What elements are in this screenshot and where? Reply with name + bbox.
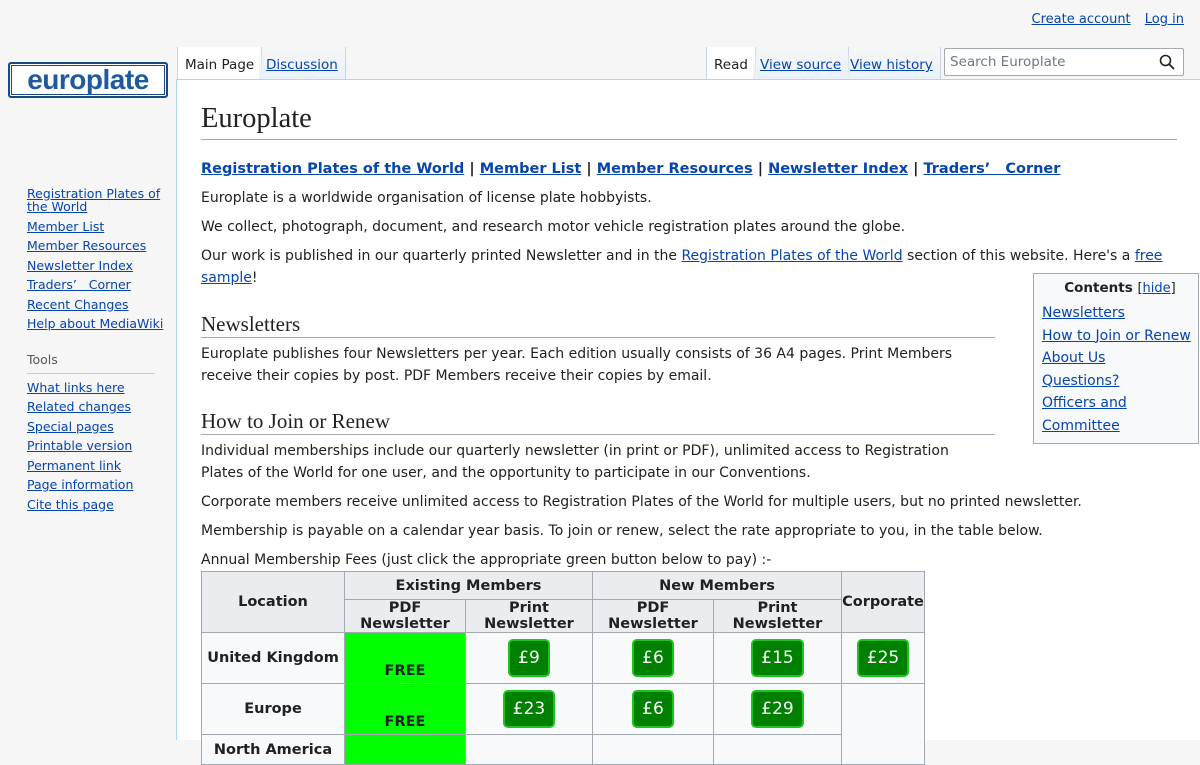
sidebar-item-registration-plates[interactable]: Registration Plates of the World [27, 186, 161, 214]
tab-read[interactable] [706, 47, 756, 79]
search-box [944, 48, 1184, 76]
topnav-separator: | [469, 161, 475, 177]
empty-cell [714, 735, 842, 765]
toc-item-about-us[interactable]: About Us [1042, 350, 1106, 366]
tools-heading: Tools [27, 350, 155, 374]
pay-button[interactable]: £25 [857, 639, 909, 677]
toc-item-questions[interactable]: Questions? [1042, 372, 1120, 389]
toc-item-officers[interactable]: Officers and Committee [1042, 395, 1127, 434]
table-row [202, 684, 925, 735]
tab-view-history-label[interactable]: View history [850, 57, 933, 73]
tool-related-changes[interactable]: Related changes [27, 399, 131, 414]
row-location: North America [202, 735, 345, 765]
page-title: Europlate [201, 80, 1177, 140]
free-cell [345, 735, 466, 765]
tab-read-label: Read [714, 57, 748, 73]
sidebar-item-member-list[interactable]: Member List [27, 218, 105, 234]
topnav-member-resources[interactable]: Member Resources [596, 161, 753, 177]
pay-button[interactable]: £15 [751, 639, 803, 677]
join-paragraph-1: Individual memberships include our quarterly newsletter (in print or PDF), unlimited access to Registration Plates of the World for one user, and the opportunity to participate in our Conventions. [201, 443, 949, 481]
pay-button[interactable]: £6 [632, 690, 674, 728]
toc-title-label: Contents [1064, 280, 1133, 296]
sidebar-item-traders-corner[interactable]: Traders’ Corner [27, 277, 131, 292]
membership-fees-table [201, 571, 925, 765]
header-existing-print: Print Newsletter [466, 600, 593, 633]
pay-button[interactable]: £29 [751, 690, 803, 728]
newsletters-paragraph: Europlate publishes four Newsletters per year. Each edition usually consists of 36 A4 pages. Print Members receive their copies by post. PDF Members receive their copies by email. [201, 346, 953, 384]
intro3-text-c: ! [251, 270, 258, 286]
topnav-member-list[interactable]: Member List [479, 161, 582, 177]
tool-permanent-link[interactable]: Permanent link [27, 457, 122, 473]
topnav-registration-plates[interactable]: Registration Plates of the World [201, 161, 465, 177]
intro-paragraph-1: Europlate is a worldwide organisation of license plate hobbyists. [201, 190, 652, 206]
table-of-contents [1033, 273, 1199, 444]
join-paragraph-3: Membership is payable on a calendar year basis. To join or renew, select the rate appropriate to you, in the table below. [201, 523, 1043, 539]
heading-join-renew: How to Join or Renew [201, 408, 995, 435]
tool-special-pages[interactable]: Special pages [27, 418, 114, 434]
tool-cite-this-page[interactable]: Cite this page [27, 496, 114, 512]
site-logo[interactable] [8, 62, 168, 98]
toc-hide-link[interactable]: hide [1142, 281, 1171, 296]
heading-newsletters: Newsletters [201, 311, 995, 338]
table-row [202, 735, 925, 765]
tool-what-links-here[interactable]: What links here [27, 379, 125, 395]
search-icon[interactable] [1159, 54, 1175, 74]
tab-view-history[interactable] [843, 47, 941, 79]
pay-button[interactable]: £23 [503, 690, 555, 728]
personal-tools [1022, 12, 1184, 27]
logo-text: europlate [27, 64, 149, 95]
join-paragraph-2: Corporate members receive unlimited access to Registration Plates of the World for multiple users, but no printed newsletter. [201, 494, 1082, 510]
pay-button[interactable]: £9 [508, 639, 550, 677]
row-location: Europe [202, 684, 345, 735]
tab-discussion-label[interactable]: Discussion [266, 57, 338, 73]
topnav-separator: | [757, 161, 763, 177]
header-new-pdf: PDF Newsletter [593, 600, 714, 633]
tool-page-information[interactable]: Page information [27, 477, 134, 492]
content-area [176, 79, 1200, 758]
tab-view-source[interactable] [753, 47, 849, 79]
toc-hide-toggle[interactable]: [hide] [1137, 281, 1176, 296]
free-label: FREE [384, 663, 426, 679]
tab-discussion[interactable] [259, 47, 346, 79]
toc-item-join-renew[interactable]: How to Join or Renew [1042, 327, 1191, 344]
header-existing-members: Existing Members [345, 572, 593, 600]
header-existing-pdf: PDF Newsletter [345, 600, 466, 633]
sidebar-item-help[interactable]: Help about MediaWiki [27, 316, 164, 331]
pay-button[interactable]: £6 [632, 639, 674, 677]
sidebar-item-newsletter-index[interactable]: Newsletter Index [27, 257, 133, 273]
login-link[interactable]: Log in [1144, 12, 1184, 27]
intro3-text-b: section of this website. Here's a [902, 248, 1135, 264]
table-row [202, 633, 925, 684]
topnav-separator: | [586, 161, 592, 177]
sidebar-item-member-resources[interactable]: Member Resources [27, 238, 147, 253]
intro-paragraph-3 [201, 245, 1177, 289]
sidebar-tools [27, 350, 167, 514]
topnav-separator: | [913, 161, 919, 177]
free-cell [345, 684, 466, 735]
corporate-empty-cell [842, 684, 925, 765]
header-new-print: Print Newsletter [714, 600, 842, 633]
empty-cell [466, 735, 593, 765]
header-new-members: New Members [593, 572, 842, 600]
sidebar-navigation [27, 184, 167, 334]
create-account-link[interactable]: Create account [1031, 12, 1131, 27]
row-location: United Kingdom [202, 633, 345, 684]
topnav-newsletter-index[interactable]: Newsletter Index [768, 161, 909, 177]
free-cell [345, 633, 466, 684]
free-sample-link[interactable]: free sample [201, 248, 1163, 286]
tool-printable-version[interactable]: Printable version [27, 438, 133, 453]
tab-view-source-label[interactable]: View source [760, 57, 842, 73]
empty-cell [593, 735, 714, 765]
header-location: Location [202, 572, 345, 633]
search-input[interactable] [945, 53, 1152, 71]
intro3-text-a: Our work is published in our quarterly printed Newsletter and in the [201, 248, 682, 264]
free-label: FREE [384, 714, 426, 730]
toc-title [1042, 280, 1198, 296]
tab-main-page-label: Main Page [185, 57, 255, 73]
top-navigation [201, 158, 1177, 180]
header-corporate: Corporate [842, 572, 925, 633]
toc-item-newsletters[interactable]: Newsletters [1042, 305, 1125, 321]
join-paragraph-4: Annual Membership Fees (just click the appropriate green button below to pay) :- [201, 552, 772, 568]
intro-paragraph-2: We collect, photograph, document, and research motor vehicle registration plates around the globe. [201, 219, 906, 235]
intro-registration-plates-link[interactable]: Registration Plates of the World [681, 248, 903, 264]
tab-main-page[interactable] [177, 47, 262, 79]
topnav-traders-corner[interactable]: Traders’ Corner [923, 161, 1061, 177]
sidebar-item-recent-changes[interactable]: Recent Changes [27, 296, 129, 312]
